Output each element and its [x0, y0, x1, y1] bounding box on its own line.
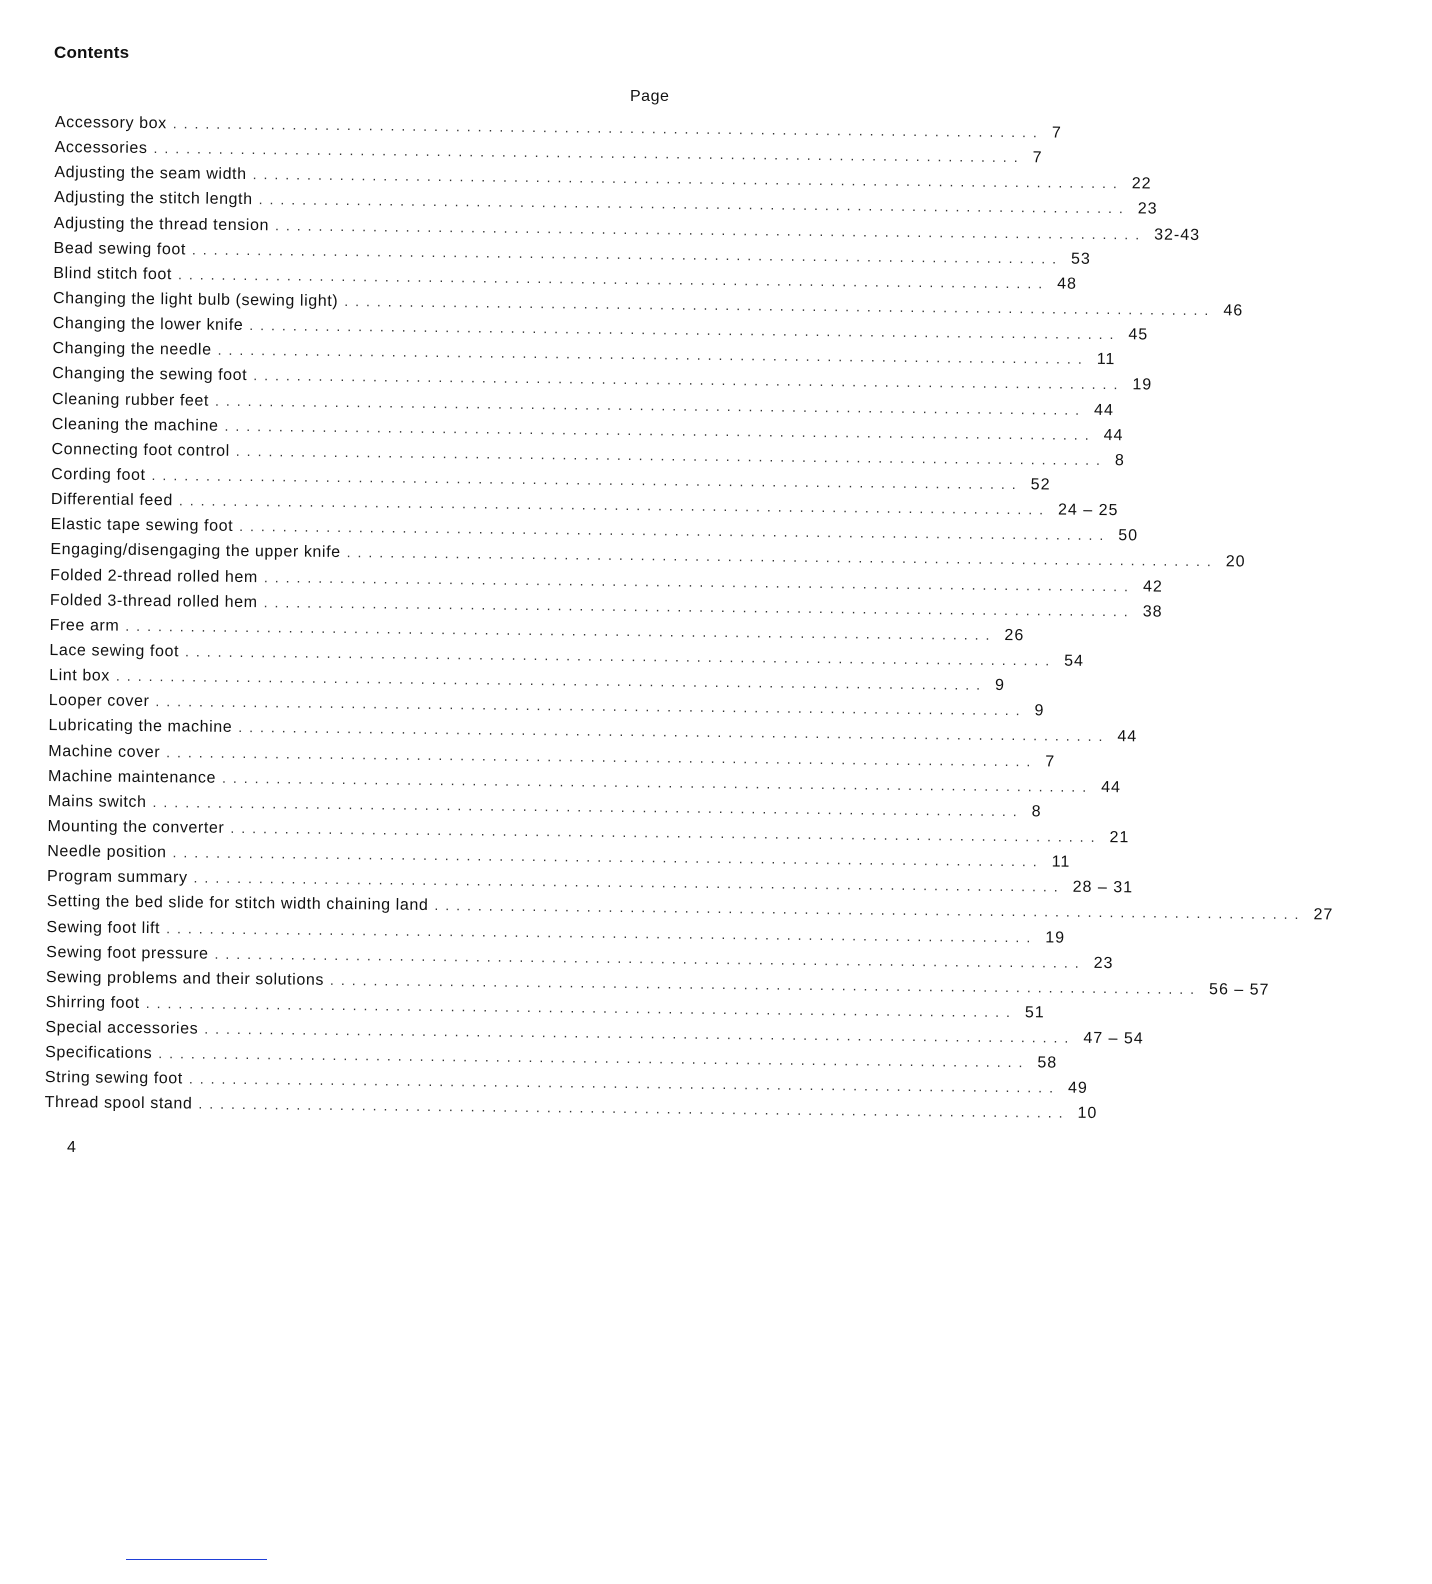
dot-leader: ................................................................................	[249, 317, 1121, 343]
toc-entry-page: 26	[1004, 626, 1025, 644]
dot-leader: ................................................................................	[204, 1020, 1076, 1046]
toc-entry-label: Engaging/disengaging the upper knife	[50, 541, 341, 562]
dot-leader: ................................................................................	[166, 743, 1038, 769]
dot-leader: ................................................................................	[221, 769, 1094, 795]
toc-entry-label: Thread spool stand	[44, 1094, 193, 1113]
toc-entry-label: Mains switch	[47, 792, 147, 811]
toc-entry-label: Mounting the converter	[47, 817, 225, 837]
toc-entry-label: Accessories	[54, 139, 148, 158]
toc-entry-page: 32-43	[1154, 226, 1201, 244]
toc-entry-page: 44	[1103, 426, 1124, 444]
dot-leader: ................................................................................	[217, 341, 1089, 368]
toc-entry-page: 19	[1045, 928, 1066, 947]
dot-leader: ................................................................................	[151, 467, 1023, 493]
toc-entry-label: Machine maintenance	[47, 767, 217, 787]
toc-entry-page: 38	[1142, 603, 1163, 621]
toc-entry-label: Cording foot	[51, 465, 146, 484]
toc-entry-page: 8	[1031, 803, 1042, 821]
toc-entry-page: 24 – 25	[1057, 501, 1119, 520]
dot-leader: ................................................................................	[125, 617, 997, 643]
toc-entry-label: Sewing problems and their solutions	[45, 968, 325, 989]
toc-entry-page: 9	[1034, 702, 1045, 720]
toc-entry-page: 47 – 54	[1083, 1029, 1144, 1048]
page-title: Contents	[54, 43, 130, 62]
toc-entry-label: Lace sewing foot	[49, 641, 180, 661]
dot-leader: ................................................................................	[329, 971, 1202, 997]
toc-entry-label: Machine cover	[48, 742, 161, 761]
toc-entry-page: 11	[1096, 351, 1116, 369]
toc-entry-page: 20	[1225, 553, 1246, 571]
toc-entry-label: Program summary	[46, 868, 188, 887]
dot-leader: ................................................................................	[344, 293, 1216, 319]
toc-entry-label: Blind stitch foot	[53, 264, 173, 284]
toc-entry-page: 50	[1118, 527, 1139, 545]
toc-entry-page: 49	[1067, 1080, 1088, 1098]
toc-entry-page: 45	[1128, 326, 1149, 344]
dot-leader: ................................................................................	[155, 693, 1027, 719]
page-column-header: Page	[630, 88, 670, 105]
toc-entry-label: Changing the needle	[52, 340, 212, 359]
page-number: 4	[67, 1139, 76, 1156]
dot-leader: ................................................................................	[158, 1045, 1030, 1071]
toc-entry-page: 7	[1032, 149, 1043, 167]
toc-entry-label: Changing the sewing foot	[52, 365, 248, 385]
toc-entry-label: Differential feed	[50, 491, 174, 510]
toc-entry-label: Setting the bed slide for stitch width chaining land	[46, 893, 429, 915]
toc-entry-page: 7	[1051, 124, 1062, 142]
toc-entry-page: 53	[1070, 250, 1091, 268]
dot-leader: ................................................................................	[230, 819, 1102, 845]
footer-rule	[126, 1559, 267, 1560]
toc-entry-page: 27	[1313, 906, 1334, 924]
toc-entry-page: 11	[1051, 853, 1071, 871]
toc-entry-label: Folded 2-thread rolled hem	[50, 566, 258, 586]
toc-entry-label: Connecting foot control	[51, 440, 230, 460]
toc-entry-page: 22	[1131, 175, 1152, 193]
toc-entry-page: 9	[994, 676, 1006, 695]
toc-entry-page: 23	[1093, 954, 1114, 972]
dot-leader: ................................................................................	[263, 568, 1136, 594]
dot-leader: ................................................................................	[263, 593, 1135, 620]
dot-leader: ................................................................................	[214, 392, 1087, 418]
toc-entry-page: 54	[1064, 652, 1085, 670]
toc-entry-label: Bead sewing foot	[53, 239, 187, 259]
dot-leader: ................................................................................	[115, 667, 988, 693]
dot-leader: ................................................................................	[188, 1070, 1061, 1096]
dot-leader: ................................................................................	[258, 191, 1130, 217]
toc-entry-label: Changing the light bulb (sewing light)	[52, 289, 339, 310]
toc-entry-label: Cleaning the machine	[51, 415, 219, 435]
toc-entry-label: Shirring foot	[45, 993, 140, 1012]
toc-entry-page: 10	[1077, 1105, 1098, 1123]
toc-entry-page: 7	[1045, 752, 1056, 771]
dot-leader: ................................................................................	[224, 417, 1096, 443]
dot-leader: ................................................................................	[166, 919, 1038, 945]
toc-entry-label: Cleaning rubber feet	[51, 390, 210, 410]
dot-leader: ................................................................................	[214, 945, 1086, 971]
toc-entry-page: 42	[1142, 577, 1163, 596]
dot-leader: ................................................................................	[193, 869, 1065, 895]
toc-entry-page: 28 – 31	[1072, 878, 1134, 897]
dot-leader: ................................................................................	[274, 216, 1147, 242]
toc-entry-page: 21	[1109, 829, 1130, 847]
toc-entry-label: Specifications	[45, 1044, 153, 1063]
toc-entry-label: String sewing foot	[44, 1069, 183, 1088]
dot-leader: ................................................................................	[238, 719, 1110, 745]
dot-leader: ................................................................................	[153, 140, 1025, 166]
toc-entry-label: Changing the lower knife	[52, 315, 244, 335]
toc-entry-label: Sewing foot pressure	[46, 943, 209, 963]
toc-entry-label: Lubricating the machine	[48, 717, 233, 737]
dot-leader: ................................................................................	[346, 544, 1218, 570]
toc-entry-label: Needle position	[47, 843, 167, 862]
dot-leader: ................................................................................	[239, 518, 1111, 544]
dot-leader: ................................................................................	[177, 266, 1050, 292]
toc-entry-page: 52	[1030, 476, 1051, 494]
table-of-contents	[44, 114, 1334, 1127]
dot-leader: ................................................................................	[145, 994, 1017, 1021]
dot-leader: ................................................................................	[172, 115, 1044, 141]
toc-entry-page: 44	[1101, 778, 1122, 796]
dot-leader: ................................................................................	[184, 643, 1057, 669]
dot-leader: ................................................................................	[152, 793, 1024, 819]
toc-entry-page: 51	[1024, 1004, 1045, 1022]
toc-entry-page: 44	[1117, 728, 1138, 746]
toc-entry-page: 44	[1094, 401, 1114, 419]
toc-entry-label: Accessory box	[54, 114, 167, 133]
toc-entry-label: Folded 3-thread rolled hem	[49, 591, 258, 611]
dot-leader: ................................................................................	[434, 897, 1306, 923]
dot-leader: ................................................................................	[191, 241, 1064, 267]
toc-entry-page: 58	[1037, 1054, 1058, 1072]
toc-entry-label: Adjusting the seam width	[54, 164, 247, 184]
toc-entry-page: 48	[1057, 275, 1078, 293]
dot-leader: ................................................................................	[252, 166, 1124, 192]
toc-entry-label: Adjusting the stitch length	[54, 189, 253, 209]
toc-entry-label: Lint box	[49, 667, 111, 685]
toc-entry-page: 8	[1114, 451, 1125, 470]
toc-entry-page: 56 – 57	[1209, 980, 1270, 999]
toc-entry-label: Special accessories	[45, 1019, 199, 1038]
toc-entry-page: 46	[1223, 302, 1244, 320]
toc-entry-label: Adjusting the thread tension	[53, 214, 270, 234]
toc-entry-label: Looper cover	[48, 692, 150, 711]
dot-leader: ................................................................................	[235, 442, 1108, 468]
toc-entry-page: 23	[1137, 200, 1158, 218]
toc-entry-page: 19	[1132, 376, 1153, 394]
toc-entry-label: Sewing foot lift	[46, 918, 161, 937]
dot-leader: ................................................................................	[253, 367, 1125, 393]
dot-leader: ................................................................................	[178, 492, 1051, 518]
dot-leader: ................................................................................	[198, 1096, 1070, 1122]
toc-entry-label: Elastic tape sewing foot	[50, 516, 234, 536]
toc-entry-label: Free arm	[49, 616, 120, 635]
dot-leader: ................................................................................	[172, 844, 1044, 870]
